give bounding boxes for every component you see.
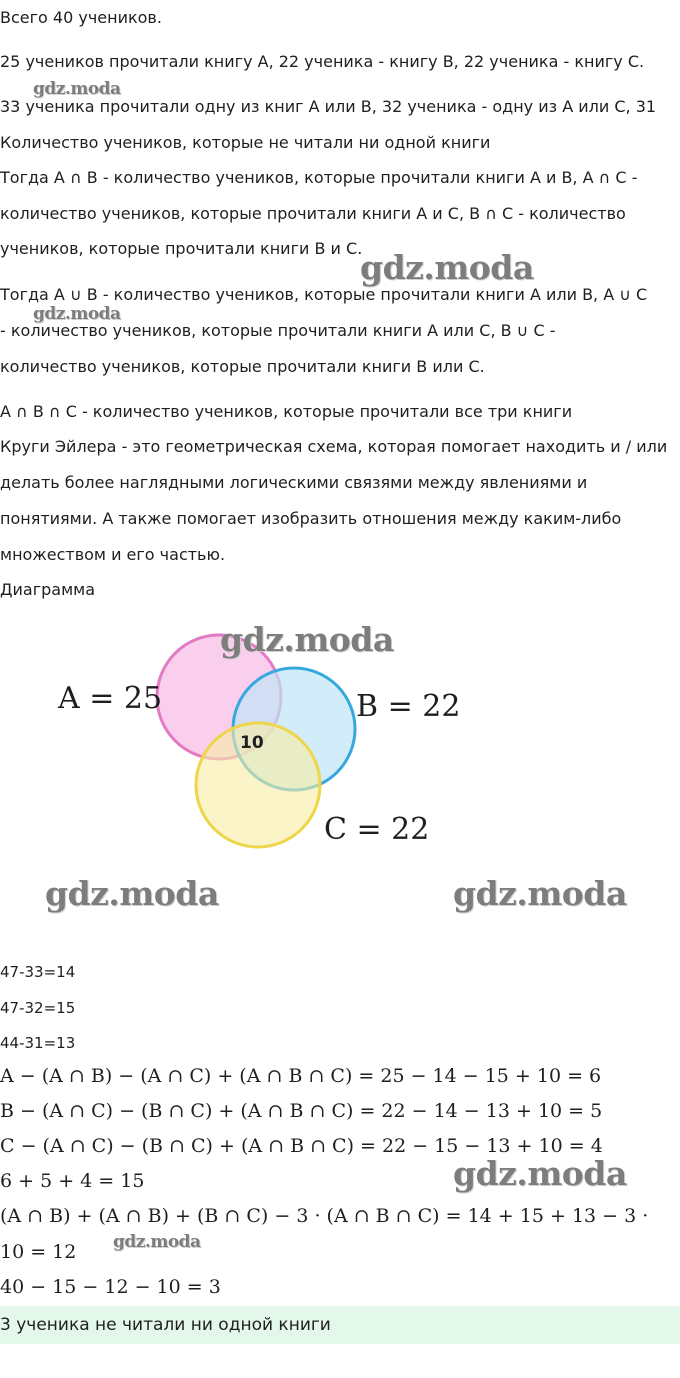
answer-box [0, 1306, 680, 1344]
watermark: gdz.moda [45, 874, 219, 913]
watermark: gdz.moda [113, 1232, 201, 1252]
calc-line: 44-31=13 [0, 1034, 76, 1052]
text-line: Тогда A ∩ B - количество учеников, которые прочитали книги A и B, A ∩ C - [0, 168, 638, 187]
formula-line: 10 = 12 [0, 1241, 77, 1263]
diagram-heading: Диаграмма [0, 580, 96, 599]
calc-line: 47-33=14 [0, 963, 76, 981]
text-line: Всего 40 учеников. [0, 8, 162, 27]
formula-line: 40 − 15 − 12 − 10 = 3 [0, 1276, 221, 1298]
text-line: 25 учеников прочитали книгу A, 22 ученика - книгу B, 22 ученика - книгу C. [0, 52, 645, 71]
text-line: делать более наглядными логическими связями между явлениями и [0, 473, 588, 492]
text-line: количество учеников, которые прочитали книги B или C. [0, 357, 485, 376]
text-line: Тогда A ∪ B - количество учеников, которые прочитали книги A или B, A ∪ C [0, 285, 648, 304]
text-line: 33 ученика прочитали одну из книг A или B, 32 ученика - одну из A или C, 31 [0, 97, 657, 116]
text-line: множеством и его частью. [0, 545, 226, 564]
label-b: B = 22 [356, 689, 461, 724]
text-line: учеников, которые прочитали книги B и C. [0, 239, 363, 258]
text-line: - количество учеников, которые прочитали книги A или C, B ∪ C - [0, 321, 556, 340]
calc-line: 47-32=15 [0, 999, 76, 1017]
watermark: gdz.moda [453, 874, 627, 913]
text-line: A ∩ B ∩ C - количество учеников, которые прочитали все три книги [0, 402, 573, 421]
formula-line: (A ∩ B) + (A ∩ B) + (B ∩ C) − 3 · (A ∩ B ∩ C) = 14 + 15 + 13 − 3 · [0, 1205, 649, 1227]
label-c: C = 22 [324, 812, 430, 847]
watermark: gdz.moda [33, 304, 121, 324]
center-value: 10 [240, 733, 264, 753]
formula-line: 6 + 5 + 4 = 15 [0, 1170, 145, 1192]
text-line: количество учеников, которые прочитали книги A и C, B ∩ C - количество [0, 204, 626, 223]
label-a: A = 25 [58, 681, 163, 716]
watermark: gdz.moda [453, 1154, 627, 1193]
text-line: понятиями. А также помогает изобразить отношения между каким-либо [0, 509, 622, 528]
formula-line: B − (A ∩ C) − (B ∩ C) + (A ∩ B ∩ C) = 22 − 14 − 13 + 10 = 5 [0, 1100, 603, 1122]
text-line: Круги Эйлера - это геометрическая схема, которая помогает находить и / или [0, 437, 668, 456]
watermark: gdz.moda [360, 248, 534, 287]
watermark: gdz.moda [33, 79, 121, 99]
formula-line: A − (A ∩ B) − (A ∩ C) + (A ∩ B ∩ C) = 25 − 14 − 15 + 10 = 6 [0, 1065, 602, 1087]
watermark: gdz.moda [220, 620, 394, 659]
formula-line: C − (A ∩ C) − (B ∩ C) + (A ∩ B ∩ C) = 22 − 15 − 13 + 10 = 4 [0, 1135, 603, 1157]
answer-text: 3 ученика не читали ни одной книги [0, 1315, 331, 1335]
text-line: Количество учеников, которые не читали ни одной книги [0, 133, 491, 152]
